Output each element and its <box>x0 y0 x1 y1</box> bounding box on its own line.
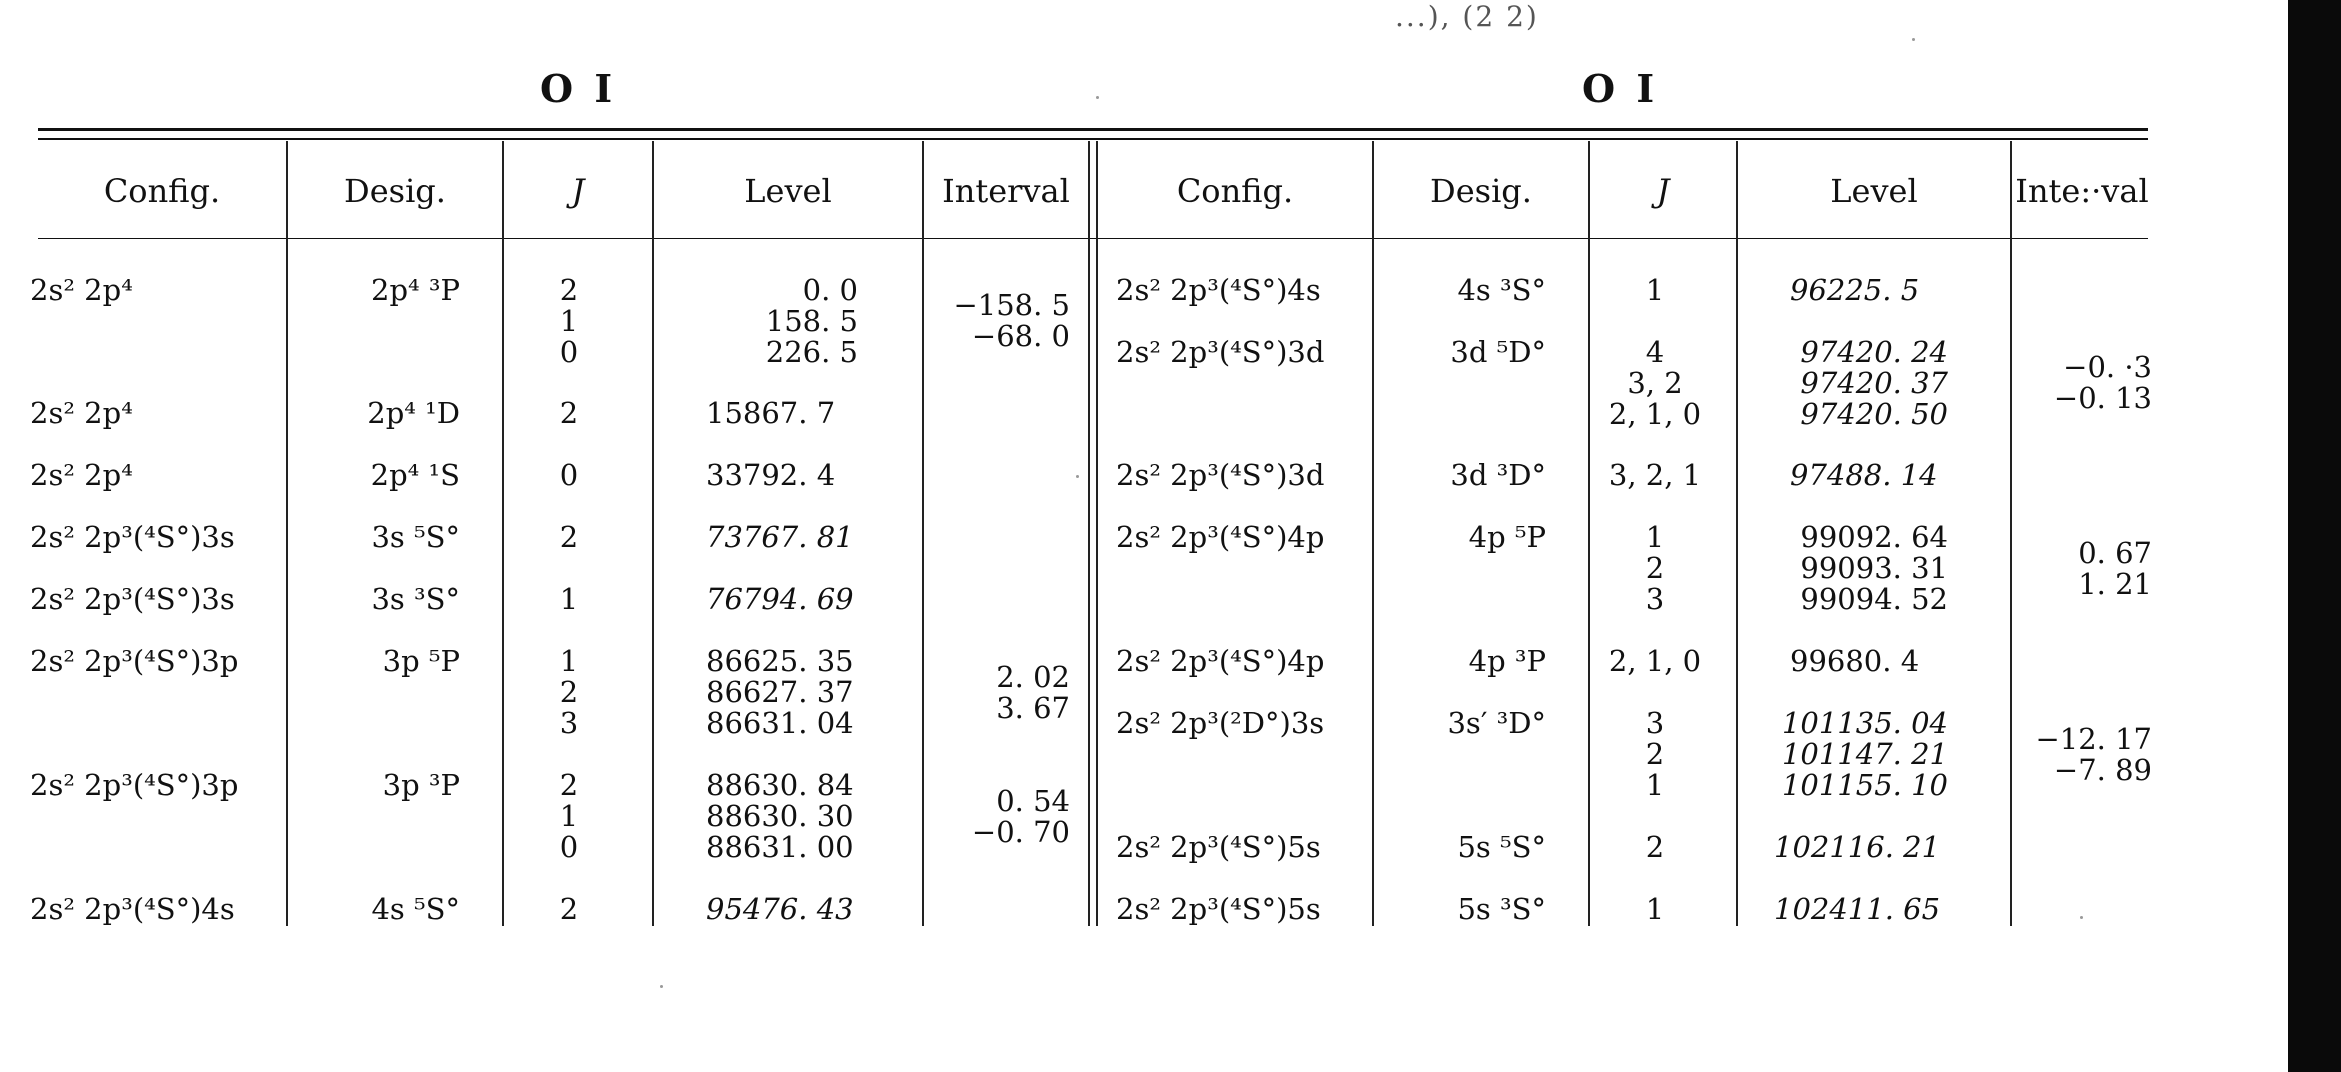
top-rule <box>38 128 2148 131</box>
config-cell-right: 2s² 2p³(⁴S°)4p <box>1116 520 1325 554</box>
level-cell: 33792. 4 <box>706 458 836 492</box>
top-rule-inner <box>38 138 2148 140</box>
level-cell-right: 97488. 14 <box>1790 458 1938 492</box>
desig-cell-right: 4p ³P <box>1468 644 1546 678</box>
header-j-right: J <box>1656 172 1670 210</box>
config-cell: 2s² 2p³(⁴S°)3p <box>30 768 239 802</box>
level-cell: 76794. 69 <box>706 582 854 616</box>
interval-cell-right: −12. 17 −7. 89 <box>2035 722 2152 787</box>
desig-cell-right: 5s ⁵S° <box>1457 830 1546 864</box>
level-cell: 73767. 81 <box>706 520 854 554</box>
section-divider <box>1088 141 1090 926</box>
config-cell: 2s² 2p³(⁴S°)3s <box>30 582 235 616</box>
level-cell-right: 99092. 64 99093. 31 99094. 52 <box>1800 520 1948 616</box>
column-divider <box>2010 141 2012 926</box>
j-cell-right: 1 2 3 <box>1645 520 1665 616</box>
config-cell-right: 2s² 2p³(⁴S°)5s <box>1116 892 1321 926</box>
column-divider <box>652 141 654 926</box>
table-title-left: O I <box>540 66 617 111</box>
scan-speck <box>1076 475 1079 478</box>
j-cell: 2 <box>559 396 579 430</box>
scan-speck <box>2080 916 2083 919</box>
j-cell: 1 <box>559 582 579 616</box>
interval-cell-right: −0. ·3 −0. 13 <box>2053 350 2152 415</box>
j-cell-right: 2, 1, 0 <box>1608 644 1702 678</box>
desig-cell-right: 4p ⁵P <box>1468 520 1546 554</box>
cropped-header-text: ...), (2 2) <box>1395 0 1539 33</box>
section-divider <box>1096 141 1098 926</box>
level-cell: 15867. 7 <box>706 396 836 430</box>
interval-cell: 2. 02 3. 67 <box>996 660 1070 725</box>
desig-cell: 3s ⁵S° <box>371 520 460 554</box>
level-cell-right: 99680. 4 <box>1790 644 1920 678</box>
scan-speck <box>1912 38 1915 41</box>
level-cell-right: 97420. 24 97420. 37 97420. 50 <box>1800 335 1948 431</box>
header-interval: Interval <box>942 172 1070 210</box>
level-cell: 95476. 43 <box>706 892 854 926</box>
config-cell-right: 2s² 2p³(⁴S°)3d <box>1116 335 1325 369</box>
desig-cell: 2p⁴ ³P <box>371 273 460 307</box>
scan-speck <box>660 985 663 988</box>
config-cell: 2s² 2p⁴ <box>30 396 133 430</box>
desig-cell: 3p ³P <box>382 768 460 802</box>
desig-cell-right: 3d ⁵D° <box>1450 335 1546 369</box>
j-cell: 2 1 0 <box>559 768 579 864</box>
header-desig: Desig. <box>344 172 446 210</box>
j-cell: 2 <box>559 520 579 554</box>
config-cell-right: 2s² 2p³(⁴S°)5s <box>1116 830 1321 864</box>
level-cell-right: 101135. 04 101147. 21 101155. 10 <box>1781 706 1948 802</box>
header-level: Level <box>744 172 832 210</box>
interval-cell-right: 0. 67 1. 21 <box>2078 536 2152 601</box>
level-cell: 86625. 35 86627. 37 86631. 04 <box>706 644 854 740</box>
j-cell: 0 <box>559 458 579 492</box>
config-cell: 2s² 2p³(⁴S°)3p <box>30 644 239 678</box>
desig-cell: 2p⁴ ¹D <box>367 396 460 430</box>
config-cell: 2s² 2p⁴ <box>30 458 133 492</box>
desig-cell-right: 4s ³S° <box>1457 273 1546 307</box>
interval-cell: −158. 5 −68. 0 <box>953 288 1070 353</box>
j-cell: 1 2 3 <box>559 644 579 740</box>
desig-cell: 3s ³S° <box>371 582 460 616</box>
header-config-right: Config. <box>1176 172 1294 210</box>
j-cell: 2 <box>559 892 579 926</box>
header-level-right: Level <box>1830 172 1918 210</box>
config-cell-right: 2s² 2p³(⁴S°)3d <box>1116 458 1325 492</box>
desig-cell: 3p ⁵P <box>382 644 460 678</box>
header-j: J <box>571 172 585 210</box>
config-cell-right: 2s² 2p³(⁴S°)4s <box>1116 273 1321 307</box>
j-cell-right: 2 <box>1645 830 1665 864</box>
j-cell-right: 1 <box>1645 892 1665 926</box>
config-cell-right: 2s² 2p³(²D°)3s <box>1116 706 1325 740</box>
j-cell-right: 4 3, 2 2, 1, 0 <box>1608 335 1702 431</box>
level-cell-right: 102116. 21 <box>1774 830 1941 864</box>
header-desig-right: Desig. <box>1430 172 1532 210</box>
desig-cell-right: 3s′ ³D° <box>1447 706 1546 740</box>
desig-cell: 4s ⁵S° <box>371 892 460 926</box>
header-config: Config. <box>103 172 221 210</box>
level-cell-right: 102411. 65 <box>1774 892 1941 926</box>
header-rule <box>38 238 2148 239</box>
config-cell: 2s² 2p⁴ <box>30 273 133 307</box>
config-cell-right: 2s² 2p³(⁴S°)4p <box>1116 644 1325 678</box>
desig-cell: 2p⁴ ¹S <box>370 458 460 492</box>
j-cell-right: 1 <box>1645 273 1665 307</box>
desig-cell-right: 5s ³S° <box>1457 892 1546 926</box>
config-cell: 2s² 2p³(⁴S°)4s <box>30 892 235 926</box>
level-cell: 88630. 84 88630. 30 88631. 00 <box>706 768 854 864</box>
header-interval-right: Inte:·val <box>2015 172 2149 210</box>
scan-edge-shadow <box>2288 0 2341 1072</box>
level-cell: 0. 0 158. 5 226. 5 <box>765 273 858 369</box>
config-cell: 2s² 2p³(⁴S°)3s <box>30 520 235 554</box>
interval-cell: 0. 54 −0. 70 <box>971 784 1070 849</box>
j-cell-right: 3, 2, 1 <box>1608 458 1702 492</box>
level-cell-right: 96225. 5 <box>1790 273 1920 307</box>
desig-cell-right: 3d ³D° <box>1450 458 1546 492</box>
scan-speck <box>1096 96 1099 99</box>
j-cell: 2 1 0 <box>559 273 579 369</box>
j-cell-right: 3 2 1 <box>1645 706 1665 802</box>
table-title-right: O I <box>1582 66 1659 111</box>
